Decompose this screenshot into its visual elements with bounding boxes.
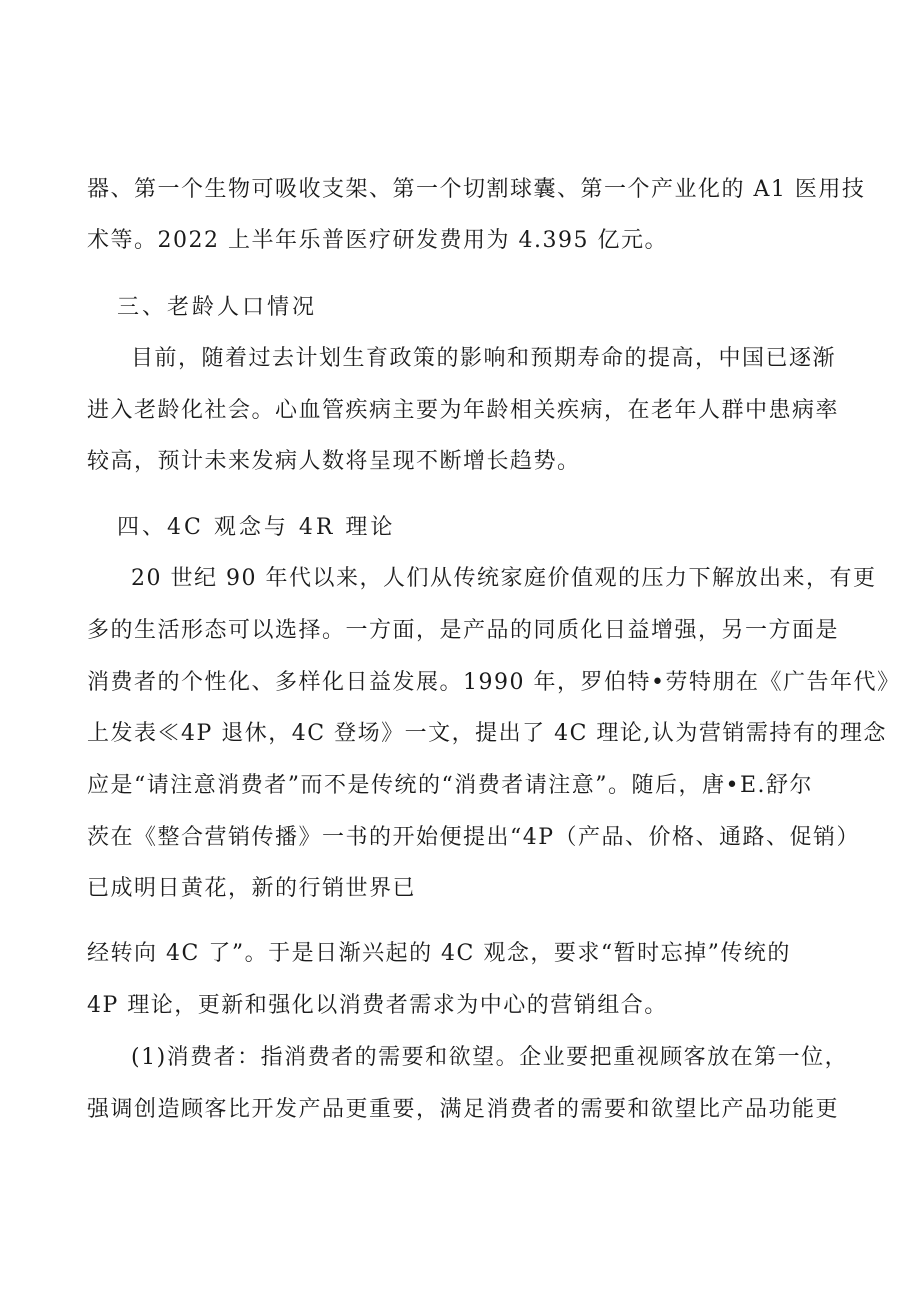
section-3-line-3: 较高，预计未来发病人数将呈现不断增长趋势。 <box>87 449 581 474</box>
section-4-line-9: 4P 理论，更新和强化以消费者需求为中心的营销组合。 <box>87 993 668 1018</box>
item-1-line-2: 强调创造顾客比开发产品更重要，满足消费者的需要和欲望比产品功能更 <box>87 1097 840 1122</box>
section-4-line-2: 多的生活形态可以选择。一方面，是产品的同质化日益增强，另一方面是 <box>87 618 840 643</box>
section-3-heading: 三、老龄人口情况 <box>117 295 318 320</box>
section-4-line-6: 茨在《整合营销传播》一书的开始便提出“4P（产品、价格、通路、促销） <box>87 825 861 850</box>
section-4-line-3: 消费者的个性化、多样化日益发展。1990 年，罗伯特•劳特朋在《广告年代》 <box>87 670 901 695</box>
section-3-line-2: 进入老龄化社会。心血管疾病主要为年龄相关疾病，在老年人群中患病率 <box>87 398 840 423</box>
section-4-line-8: 经转向 4C 了”。于是日渐兴起的 4C 观念，要求“暂时忘掉”传统的 <box>87 941 791 966</box>
section-3-line-1: 目前，随着过去计划生育政策的影响和预期寿命的提高，中国已逐渐 <box>131 346 837 371</box>
section-4-line-5: 应是“请注意消费者”而不是传统的“消费者请注意”。随后，唐•E.舒尔 <box>87 773 814 798</box>
section-4-heading: 四、4C 观念与 4R 理论 <box>117 515 396 540</box>
intro-line-2: 术等。2022 上半年乐普医疗研发费用为 4.395 亿元。 <box>87 228 668 253</box>
intro-line-1: 器、第一个生物可吸收支架、第一个切割球囊、第一个产业化的 A1 医用技 <box>87 177 866 202</box>
section-4-line-1: 20 世纪 90 年代以来，人们从传统家庭价值观的压力下解放出来，有更 <box>131 566 877 591</box>
item-1-line-1: (1)消费者：指消费者的需要和欲望。企业要把重视顾客放在第一位， <box>131 1045 849 1070</box>
section-4-line-4: 上发表≪4P 退休，4C 登场》一文，提出了 4C 理论,认为营销需持有的理念 <box>87 721 887 746</box>
section-4-line-7: 已成明日黄花，新的行销世界已 <box>87 876 417 901</box>
